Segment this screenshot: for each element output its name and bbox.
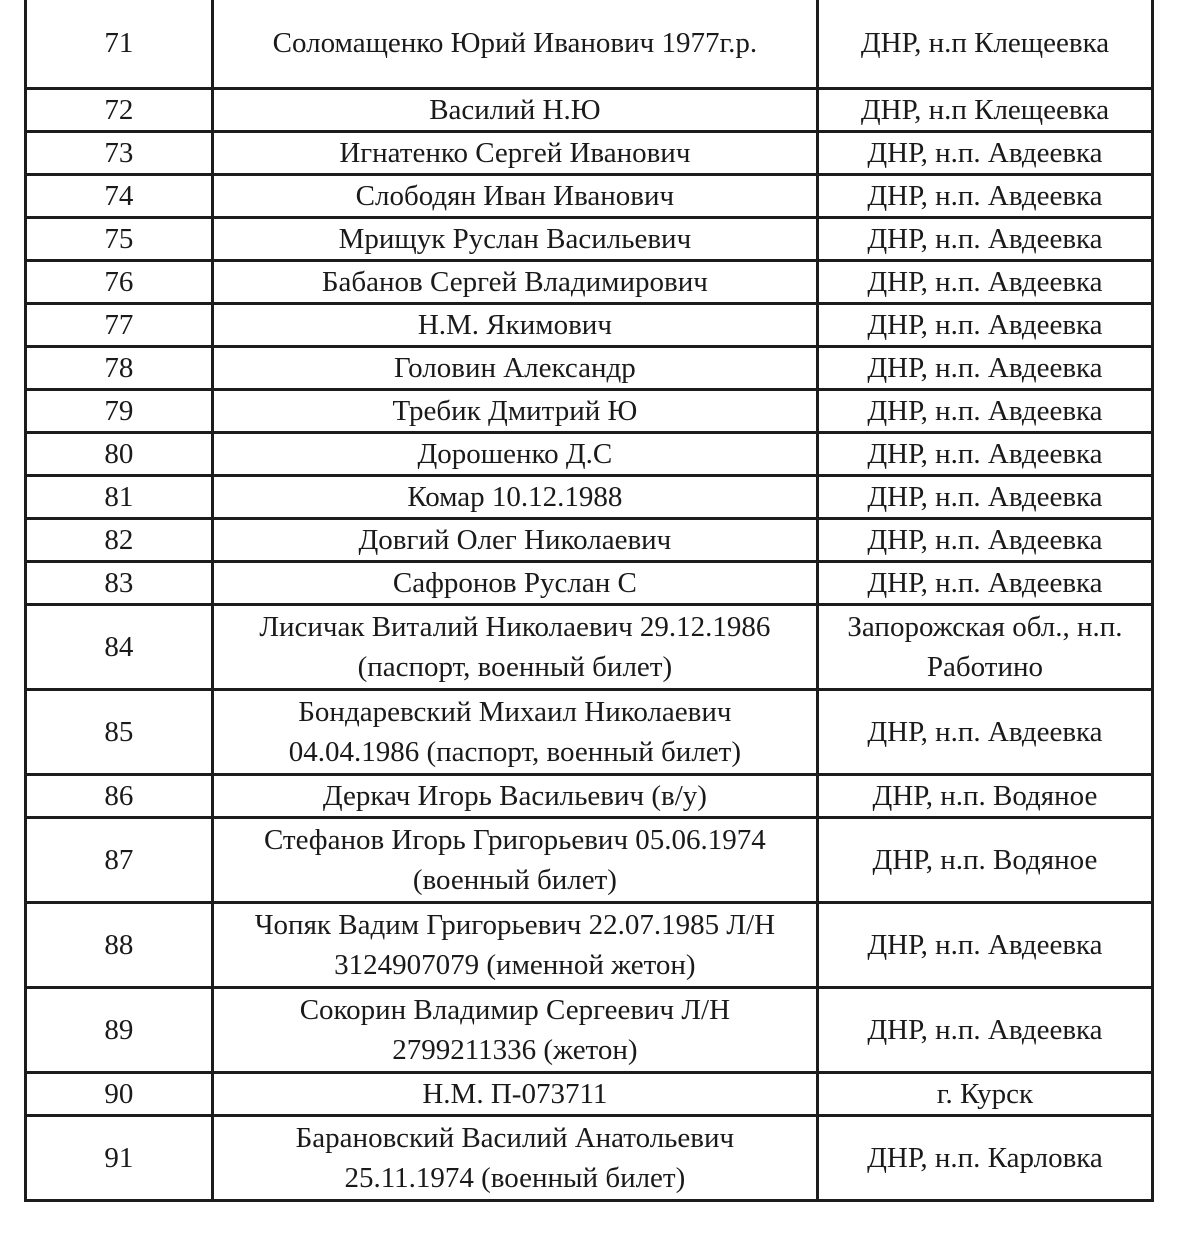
person-name-cell (212, 475, 817, 518)
table-row (26, 432, 1153, 475)
table-row (26, 604, 1153, 689)
location-line: ДНР, н.п. Авдеевка (867, 566, 1103, 599)
person-name-cell (212, 432, 817, 475)
table-row (26, 1115, 1153, 1200)
person-name-line: Барановский Василий Анатольевич (295, 1121, 735, 1154)
person-name-line: (военный билет) (412, 863, 617, 896)
row-number-cell: 78 (26, 346, 213, 389)
location-cell (817, 518, 1152, 561)
location-cell (817, 604, 1152, 689)
person-name-line: Головин Александр (393, 351, 636, 384)
location-line: Запорожская обл., н.п. (847, 610, 1123, 643)
row-number-cell: 71 (26, 0, 213, 88)
row-number-cell: 86 (26, 774, 213, 817)
location-line: ДНР, н.п. Авдеевка (867, 265, 1103, 298)
table-row (26, 0, 1153, 88)
person-name-line: Требик Дмитрий Ю (392, 394, 638, 427)
location-line: ДНР, н.п. Авдеевка (867, 394, 1103, 427)
table-row (26, 174, 1153, 217)
location-line: ДНР, н.п. Авдеевка (867, 222, 1103, 255)
location-line: ДНР, н.п. Карловка (867, 1141, 1103, 1174)
location-cell (817, 0, 1152, 88)
table-row (26, 389, 1153, 432)
row-number-cell: 76 (26, 260, 213, 303)
location-cell (817, 217, 1152, 260)
location-cell (817, 131, 1152, 174)
person-name-cell (212, 1072, 817, 1115)
location-cell (817, 174, 1152, 217)
location-cell (817, 303, 1152, 346)
row-number-cell: 74 (26, 174, 213, 217)
person-name-line: Мрищук Руслан Васильевич (338, 222, 692, 255)
table-row (26, 131, 1153, 174)
person-name-cell (212, 346, 817, 389)
person-name-line: Соломащенко Юрий Иванович 1977г.р. (272, 27, 758, 60)
person-name-cell (212, 174, 817, 217)
table-row (26, 260, 1153, 303)
row-number-cell: 89 (26, 987, 213, 1072)
person-name-line: Довгий Олег Николаевич (358, 523, 672, 556)
location-cell (817, 88, 1152, 131)
person-name-cell (212, 518, 817, 561)
person-name-line: Чопяк Вадим Григорьевич 22.07.1985 Л/Н (254, 908, 776, 941)
location-line: ДНР, н.п. Авдеевка (867, 523, 1103, 556)
row-number-cell: 81 (26, 475, 213, 518)
location-cell (817, 346, 1152, 389)
table-row (26, 902, 1153, 987)
table-row (26, 346, 1153, 389)
location-cell (817, 389, 1152, 432)
person-name-cell (212, 774, 817, 817)
row-number-cell: 79 (26, 389, 213, 432)
location-line: Работино (926, 650, 1044, 683)
person-name-line: 3124907079 (именной жетон) (334, 948, 696, 981)
person-name-line: Стефанов Игорь Григорьевич 05.06.1974 (263, 823, 766, 856)
location-cell (817, 1072, 1152, 1115)
location-line: ДНР, н.п. Авдеевка (867, 351, 1103, 384)
row-number-cell: 75 (26, 217, 213, 260)
person-name-cell (212, 689, 817, 774)
location-line: ДНР, н.п. Авдеевка (867, 308, 1103, 341)
location-line: ДНР, н.п. Авдеевка (867, 1013, 1103, 1046)
person-name-cell (212, 131, 817, 174)
table-row (26, 817, 1153, 902)
row-number-cell: 91 (26, 1115, 213, 1200)
row-number-cell: 80 (26, 432, 213, 475)
person-name-line: 25.11.1974 (военный билет) (344, 1161, 686, 1194)
person-name-line: Дорошенко Д.С (417, 437, 613, 470)
person-name-line: Н.М. Якимович (417, 308, 612, 341)
location-line: ДНР, н.п. Авдеевка (867, 437, 1103, 470)
person-name-cell (212, 0, 817, 88)
table-row (26, 1072, 1153, 1115)
records-table (24, 0, 1154, 1202)
location-line: ДНР, н.п. Авдеевка (867, 136, 1103, 169)
location-cell (817, 689, 1152, 774)
person-name-cell (212, 217, 817, 260)
table-row (26, 217, 1153, 260)
table-row (26, 561, 1153, 604)
location-cell (817, 260, 1152, 303)
location-cell (817, 774, 1152, 817)
person-name-line: Лисичак Виталий Николаевич 29.12.1986 (259, 610, 771, 643)
person-name-line: Василий Н.Ю (429, 93, 601, 126)
location-cell (817, 475, 1152, 518)
person-name-line: 2799211336 (жетон) (392, 1033, 638, 1066)
person-name-cell (212, 1115, 817, 1200)
table-row (26, 475, 1153, 518)
person-name-cell (212, 561, 817, 604)
location-line: ДНР, н.п Клещеевка (860, 27, 1110, 60)
location-cell (817, 561, 1152, 604)
location-line: ДНР, н.п. Авдеевка (867, 928, 1103, 961)
person-name-line: Игнатенко Сергей Иванович (339, 136, 691, 169)
row-number-cell: 72 (26, 88, 213, 131)
table-row (26, 518, 1153, 561)
table-row (26, 774, 1153, 817)
row-number-cell: 87 (26, 817, 213, 902)
person-name-cell (212, 260, 817, 303)
person-name-cell (212, 389, 817, 432)
row-number-cell: 82 (26, 518, 213, 561)
location-cell (817, 817, 1152, 902)
person-name-cell (212, 88, 817, 131)
person-name-line: Слободян Иван Иванович (355, 179, 675, 212)
location-line: ДНР, н.п. Авдеевка (867, 179, 1103, 212)
person-name-line: (паспорт, военный билет) (357, 650, 673, 683)
location-line: ДНР, н.п. Водяное (872, 779, 1098, 812)
row-number-cell: 83 (26, 561, 213, 604)
person-name-line: Сокорин Владимир Сергеевич Л/Н (299, 993, 731, 1026)
location-cell (817, 987, 1152, 1072)
person-name-line: Сафронов Руслан С (392, 566, 637, 599)
person-name-cell (212, 817, 817, 902)
location-line: ДНР, н.п Клещеевка (860, 93, 1110, 126)
person-name-cell (212, 604, 817, 689)
person-name-line: Н.М. П-073711 (422, 1077, 608, 1110)
person-name-line: Бондаревский Михаил Николаевич (298, 695, 732, 728)
row-number-cell: 84 (26, 604, 213, 689)
row-number-cell: 73 (26, 131, 213, 174)
person-name-cell (212, 902, 817, 987)
row-number-cell: 90 (26, 1072, 213, 1115)
location-line: ДНР, н.п. Авдеевка (867, 480, 1103, 513)
table-row (26, 987, 1153, 1072)
table-row (26, 88, 1153, 131)
row-number-cell: 77 (26, 303, 213, 346)
location-cell (817, 432, 1152, 475)
row-number-cell: 85 (26, 689, 213, 774)
person-name-line: Бабанов Сергей Владимирович (321, 265, 708, 298)
location-cell (817, 1115, 1152, 1200)
person-name-line: Комар 10.12.1988 (407, 480, 623, 513)
person-name-cell (212, 987, 817, 1072)
table-row (26, 689, 1153, 774)
records-table-body (26, 0, 1153, 1200)
person-name-cell (212, 303, 817, 346)
location-line: ДНР, н.п. Авдеевка (867, 715, 1103, 748)
row-number-cell: 88 (26, 902, 213, 987)
location-line: г. Курск (936, 1077, 1034, 1110)
person-name-line: 04.04.1986 (паспорт, военный билет) (288, 735, 741, 768)
location-line: ДНР, н.п. Водяное (872, 843, 1098, 876)
location-cell (817, 902, 1152, 987)
person-name-line: Деркач Игорь Васильевич (в/у) (322, 779, 707, 812)
table-row (26, 303, 1153, 346)
